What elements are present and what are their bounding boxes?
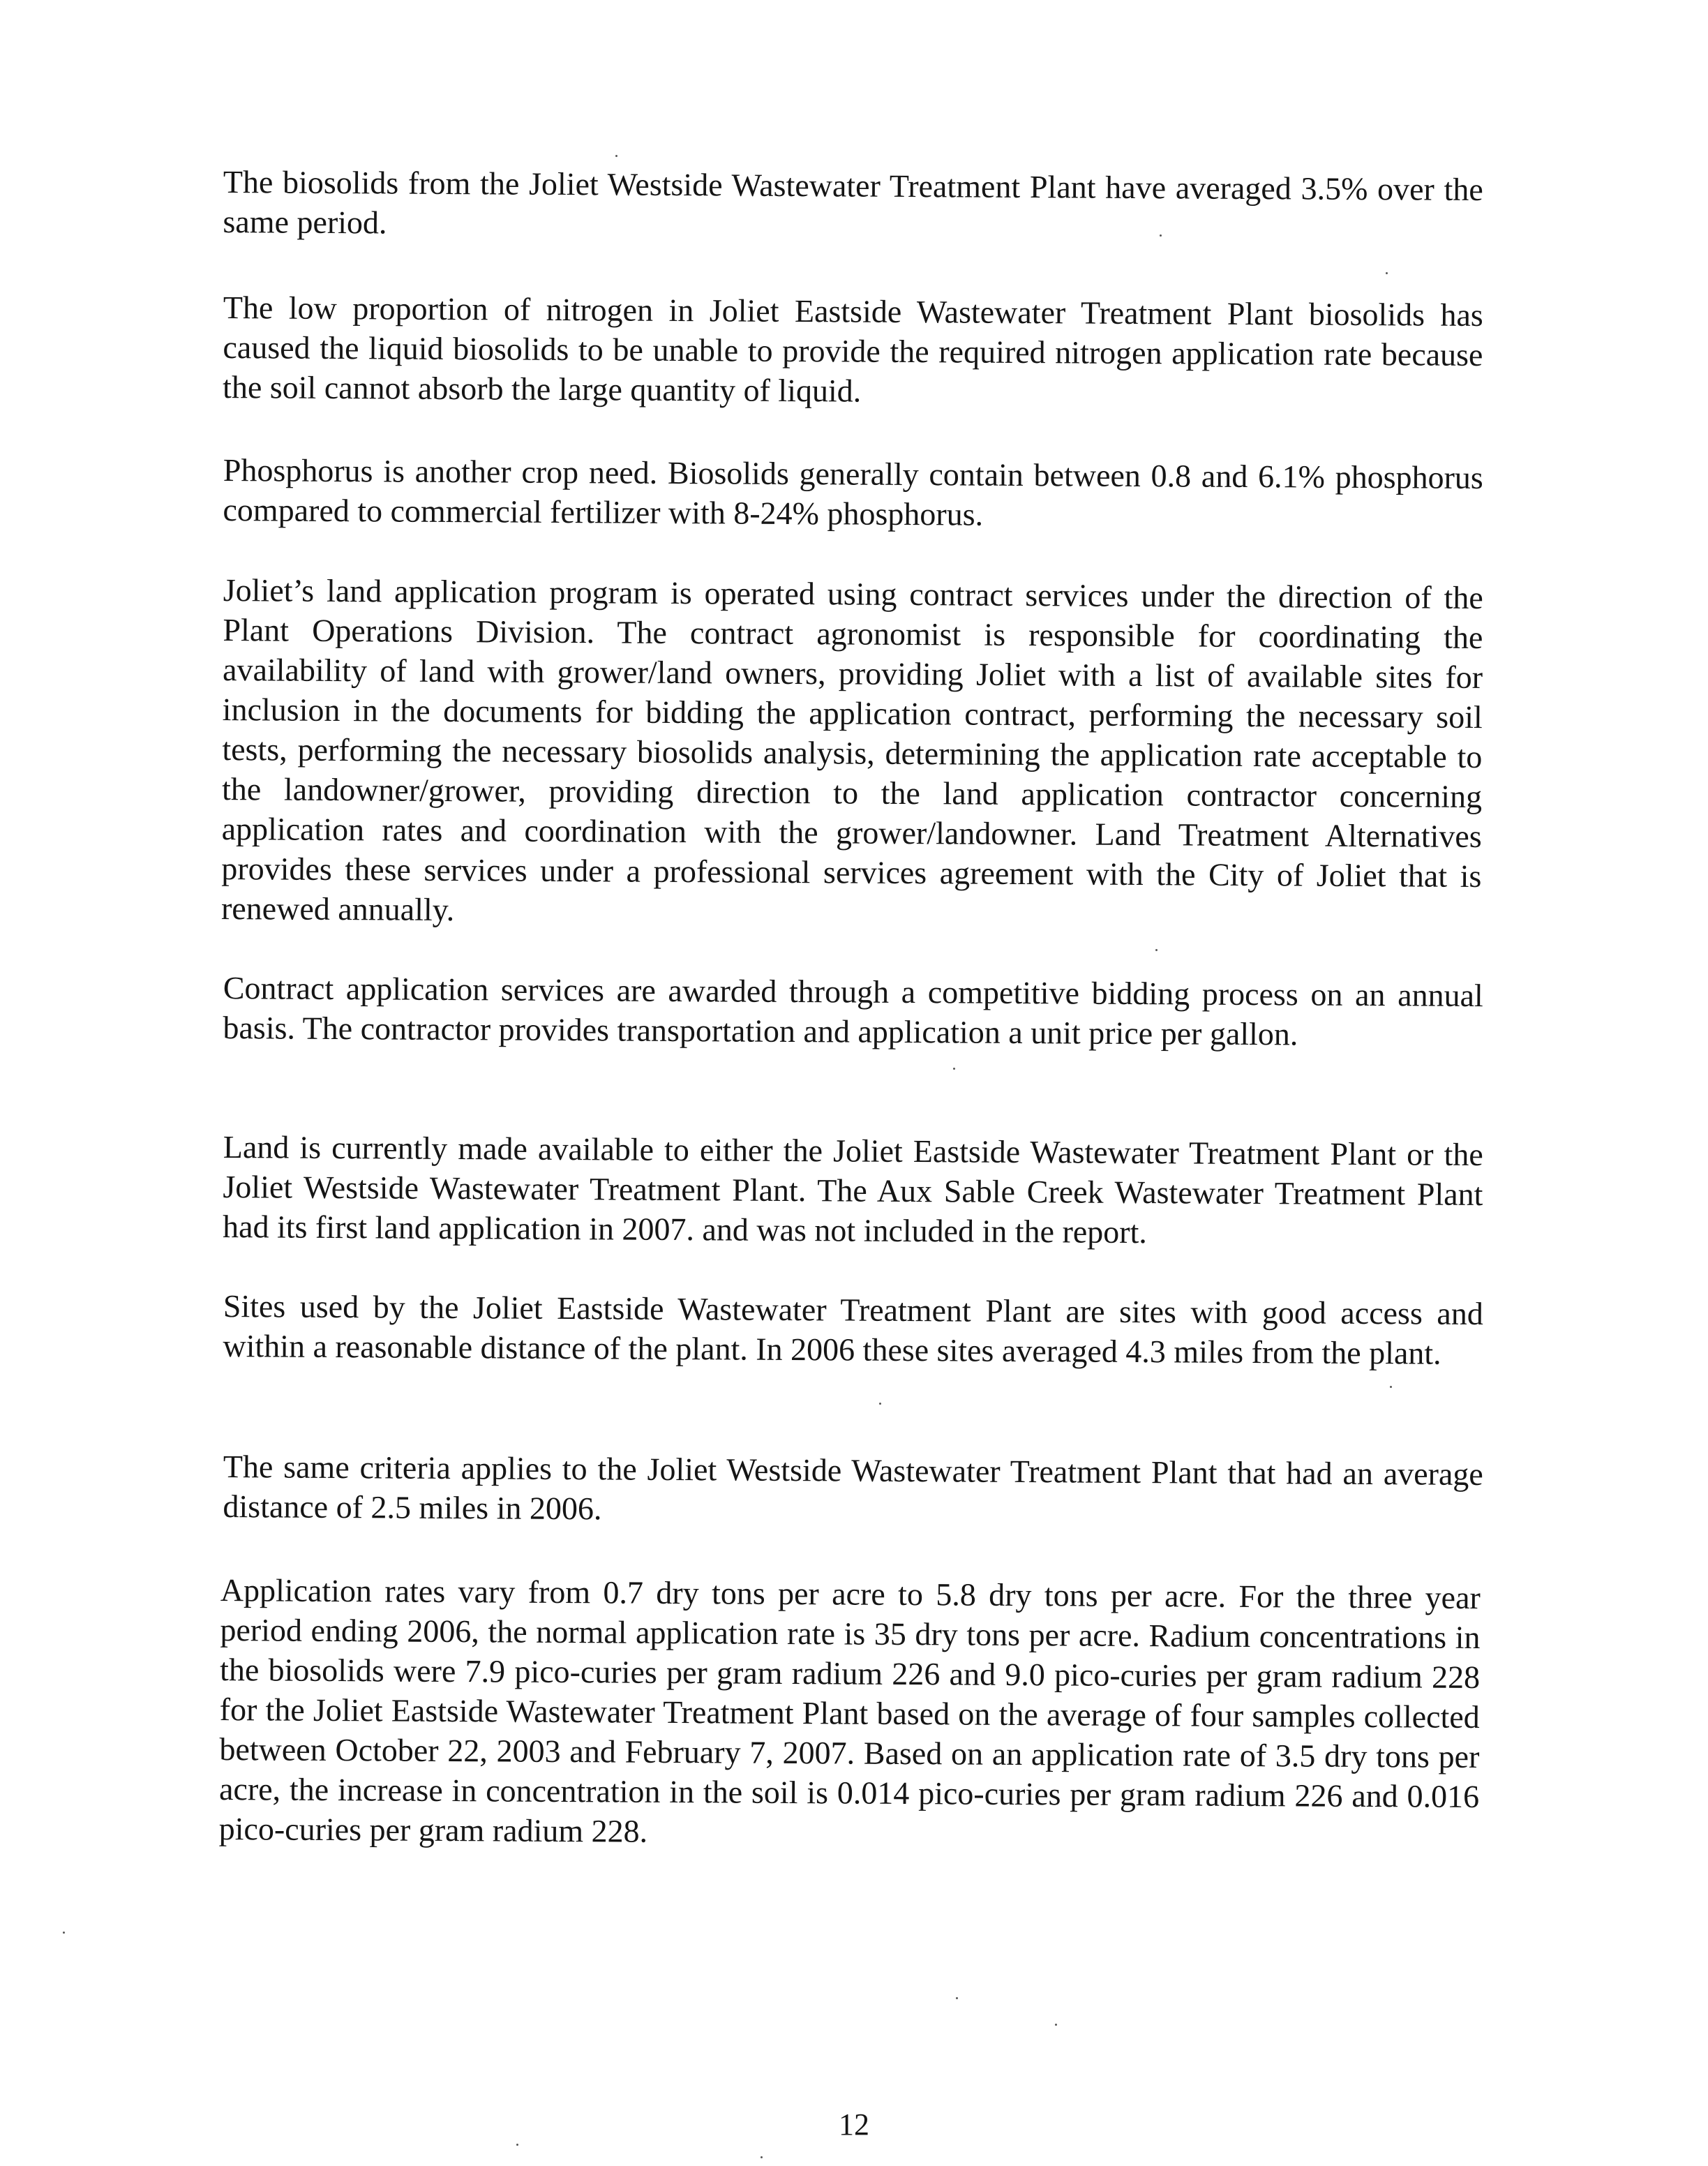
scan-speck xyxy=(1155,949,1158,951)
page-number: 12 xyxy=(839,2107,869,2142)
scan-speck xyxy=(879,1403,881,1405)
scan-speck xyxy=(953,1068,955,1070)
scan-speck xyxy=(761,2156,763,2158)
scan-speck xyxy=(1390,1386,1392,1388)
paragraph-eastside-nitrogen: The low proportion of nitrogen in Joliet Eastside Wastewater Treatment Plant biosolids has caused the liquid biosolids to be unable to provide the required nitrogen application rate because the soil cannot absorb the large quantity of liquid. xyxy=(222,289,1483,409)
scan-speck xyxy=(63,1932,65,1934)
scan-speck xyxy=(956,1997,958,1999)
scan-speck xyxy=(1386,272,1388,274)
scan-speck xyxy=(1055,2024,1057,2026)
scan-speck xyxy=(1160,234,1162,237)
paragraph-westside-nitrogen: The biosolids from the Joliet Westside Wastewater Treatment Plant have averaged 3.5% over the same period. xyxy=(223,163,1483,241)
scan-speck xyxy=(516,2144,518,2146)
paragraph-contract-services: Contract application services are awarded through a competitive bidding process on an annual basis. The contractor provides transportation and application a unit price per gallon. xyxy=(223,970,1483,1052)
paragraph-land-application-program: Joliet’s land application program is operated using contract services under the direction of the Plant Operations Division. The contract agronomist is responsible for coordinating the availability of land with grower/land owners, providing Joliet with a list of available sites for inclusion in the documents for bidding the application contract, performing the necessary soil tests, performing the necessary biosolids analysis, determining the application rate acceptable to the landowner/grower, providing direction to the land application contractor concerning application rates and coordination with the grower/landowner. Land Treatment Alternatives provides these services under a professional services agreement with the City of Joliet that is renewed annually. xyxy=(220,572,1483,928)
paragraph-eastside-sites: Sites used by the Joliet Eastside Wastewater Treatment Plant are sites with good access and within a reasonable distance of the plant. In 2006 these sites averaged 4.3 miles from the plant. xyxy=(223,1288,1483,1371)
paragraph-land-availability: Land is currently made available to either the Joliet Eastside Wastewater Treatment Plant or the Joliet Westside Wastewater Treatment Plant. The Aux Sable Creek Wastewater Treatment Plant had its first land application in 2007. and was not included in the report. xyxy=(222,1129,1483,1250)
scan-speck xyxy=(615,155,617,157)
paragraph-phosphorus: Phosphorus is another crop need. Biosolids generally contain between 0.8 and 6.1% phosphorus compared to commercial fertilizer with 8-24% phosphorus. xyxy=(223,451,1483,532)
paragraph-westside-sites: The same criteria applies to the Joliet Westside Wastewater Treatment Plant that had an average distance of 2.5 miles in 2006. xyxy=(223,1449,1483,1527)
paragraph-application-rates: Application rates vary from 0.7 dry tons per acre to 5.8 dry tons per acre. For the three year period ending 2006, the normal application rate is 35 dry tons per acre. Radium concentrations in the biosolids were 7.9 pico-curies per gram radium 226 and 9.0 pico-curies per gram radium 228 for the Joliet Eastside Wastewater Treatment Plant based on the average of four samples collected between October 22, 2003 and February 7, 2007. Based on an application rate of 3.5 dry tons per acre, the increase in concentration in the soil is 0.014 pico-curies per gram radium 226 and 0.016 pico-curies per gram radium 228. xyxy=(218,1572,1481,1849)
